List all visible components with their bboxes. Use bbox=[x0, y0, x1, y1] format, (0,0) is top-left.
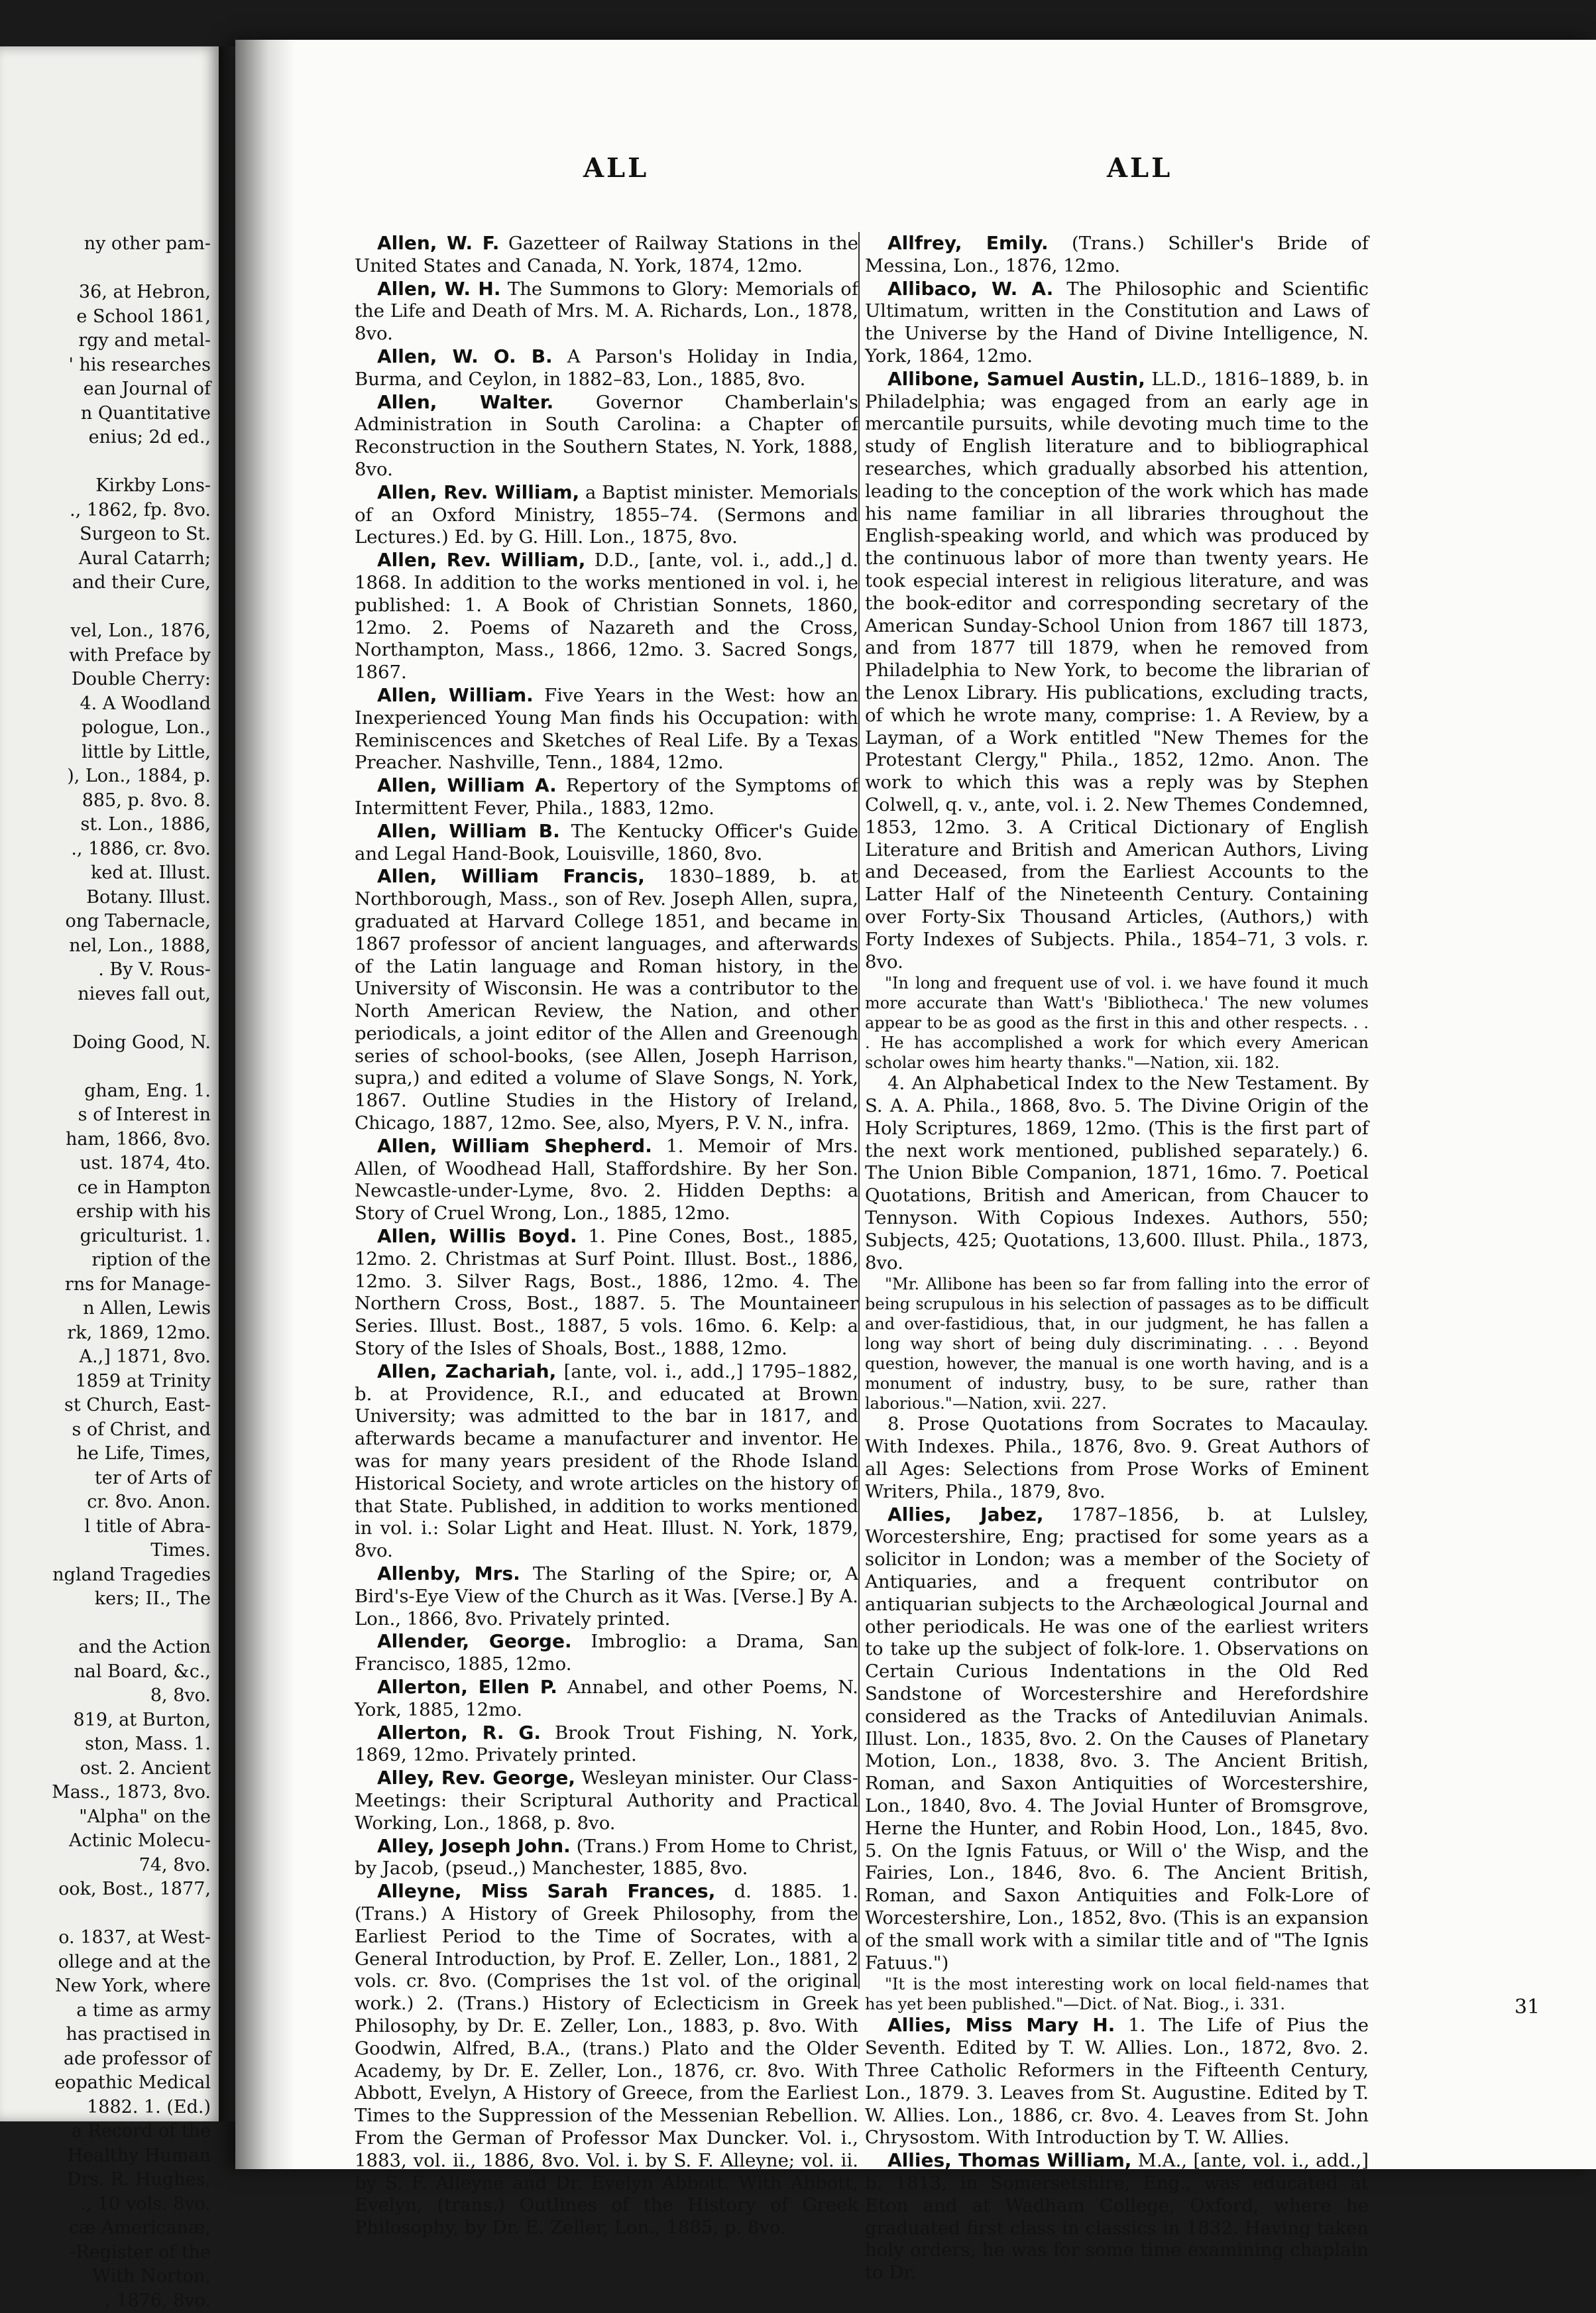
entry-text: A Parson's Holiday in India, Burma, and Ceylon, in 1882–83, Lon., 1885, 8vo. bbox=[355, 346, 858, 390]
facing-page-line: e School 1861, bbox=[0, 305, 219, 329]
dictionary-entry bbox=[865, 278, 1369, 368]
entry-headword: Allen, Walter. bbox=[377, 391, 553, 413]
facing-page-line: and the Action bbox=[0, 1635, 219, 1660]
entry-headword: Allen, Rev. William, bbox=[377, 549, 585, 571]
facing-page-line bbox=[0, 1612, 219, 1636]
dictionary-entry bbox=[355, 1880, 858, 2239]
facing-page-line: he Life, Times, bbox=[0, 1442, 219, 1466]
facing-page-line: ade professor of bbox=[0, 2047, 219, 2072]
dictionary-entry bbox=[355, 1676, 858, 1722]
facing-page-line: cæ Americanæ, bbox=[0, 2216, 219, 2241]
entry-headword: Allender, George. bbox=[377, 1630, 572, 1652]
dictionary-entry bbox=[355, 774, 858, 820]
entry-text: Repertory of the Symptoms of Intermittent Fever, Phila., 1883, 12mo. bbox=[355, 775, 858, 819]
facing-page-line: ), Lon., 1884, p. bbox=[0, 764, 219, 789]
entry-text: [ante, vol. i., add.,] 1795–1882, b. at Providence, R.I., and educated at Brown University; was admitted to the bar in 1817, and afterwards became a manufacturer and inventor. He was for many years president of the Rhode Island Historical Society, and wrote articles on the history of that State. Published, in addition to works mentioned in vol. i.: Solar Light and Heat. Illust. N. York, 1879, 8vo. bbox=[355, 1361, 858, 1561]
entry-headword: Allen, Willis Boyd. bbox=[377, 1225, 577, 1247]
entry-headword: Allen, William Shepherd. bbox=[377, 1135, 652, 1157]
facing-page-line: little by Little, bbox=[0, 741, 219, 765]
facing-page-line: n Allen, Lewis bbox=[0, 1297, 219, 1321]
entry-text: a Baptist minister. Memorials of an Oxford Ministry, 1855–74. (Sermons and Lectures.) Ed. by G. Hill. Lon., 1875, 8vo. bbox=[355, 482, 858, 548]
entry-headword: Allen, W. F. bbox=[377, 232, 499, 254]
entry-text: Imbroglio: a Drama, San Francisco, 1885, 12mo. bbox=[355, 1631, 858, 1675]
facing-page-line: ston, Mass. 1. bbox=[0, 1732, 219, 1757]
facing-page-text bbox=[0, 232, 219, 2313]
facing-page-line: a time as army bbox=[0, 1999, 219, 2023]
entry-text: The Summons to Glory: Memorials of the Life and Death of Mrs. M. A. Richards, Lon., 1878, 8vo. bbox=[355, 278, 858, 345]
facing-page-line: -Register of the bbox=[0, 2241, 219, 2265]
facing-page-line: ' his researches bbox=[0, 353, 219, 378]
facing-page-line: Actinic Molecu- bbox=[0, 1829, 219, 1854]
facing-page-line: nal Board, &c., bbox=[0, 1660, 219, 1685]
facing-page-line: 4. A Woodland bbox=[0, 692, 219, 717]
entry-headword: Allen, William Francis, bbox=[377, 865, 645, 887]
facing-page-line: ham, 1866, 8vo. bbox=[0, 1128, 219, 1152]
dictionary-entry bbox=[355, 1135, 858, 1225]
facing-page-line: 36, at Hebron, bbox=[0, 280, 219, 305]
dictionary-entry bbox=[355, 391, 858, 481]
dictionary-entry bbox=[355, 345, 858, 391]
facing-page-line: l title of Abra- bbox=[0, 1515, 219, 1539]
dictionary-entry bbox=[355, 1835, 858, 1881]
facing-page-line: ce in Hampton bbox=[0, 1176, 219, 1201]
dictionary-entry bbox=[355, 549, 858, 684]
dictionary-entry bbox=[865, 2149, 1369, 2284]
dictionary-entry bbox=[865, 368, 1369, 974]
facing-page-line: rns for Manage- bbox=[0, 1273, 219, 1297]
facing-page-line: with Preface by bbox=[0, 644, 219, 668]
entry-text: The Philosophic and Scientific Ultimatum, written in the Constitution and Laws of the Universe by the Hand of Divine Intelligence, N. York, 1864, 12mo. bbox=[865, 278, 1369, 367]
dictionary-entry bbox=[865, 232, 1369, 278]
facing-page-line: nieves fall out, bbox=[0, 982, 219, 1007]
entry-text: (Trans.) From Home to Christ, by Jacob, (pseud.,) Manchester, 1885, 8vo. bbox=[355, 1836, 858, 1879]
dictionary-entry bbox=[865, 1504, 1369, 1975]
entry-text: Annabel, and other Poems, N. York, 1885, 12mo. bbox=[355, 1677, 858, 1720]
page-curl-shadow bbox=[235, 40, 295, 2169]
facing-page-line: ny other pam- bbox=[0, 232, 219, 257]
facing-page-line: cr. 8vo. Anon. bbox=[0, 1490, 219, 1515]
facing-page-line: eopathic Medical bbox=[0, 2071, 219, 2096]
facing-page-line: gham, Eng. 1. bbox=[0, 1079, 219, 1104]
dictionary-entry bbox=[355, 1722, 858, 1767]
facing-page-line: 1859 at Trinity bbox=[0, 1370, 219, 1394]
facing-page-line: rk, 1869, 12mo. bbox=[0, 1321, 219, 1346]
facing-page-line: and their Cure, bbox=[0, 571, 219, 595]
entry-text: Wesleyan minister. Our Class-Meetings: their Scriptural Authority and Practical Working, Lon., 1868, p. 8vo. bbox=[355, 1767, 858, 1834]
facing-page-line: ter of Arts of bbox=[0, 1466, 219, 1491]
dictionary-entry bbox=[355, 1630, 858, 1676]
entry-text: 1. The Life of Pius the Seventh. Edited by T. W. Allies. Lon., 1872, 8vo. 2. Three Catholic Reformers in the Fifteenth Century, Lon., 1879. 3. Leaves from St. Augustine. Edited by T. W. Allies. Lon., 1886, cr. 8vo. 4. Leaves from St. John Chrysostom. With Introduction by T. W. Allies. bbox=[865, 2015, 1369, 2148]
entry-headword: Allerton, R. G. bbox=[377, 1722, 541, 1744]
entry-headword: Allenby, Mrs. bbox=[377, 1563, 520, 1584]
facing-page-line: ollege and at the bbox=[0, 1950, 219, 1975]
dictionary-entry bbox=[355, 1563, 858, 1630]
facing-page-line: Surgeon to St. bbox=[0, 522, 219, 547]
entry-text: 1830–1889, b. at Northborough, Mass., son of Rev. Joseph Allen, supra, graduated at Harvard College 1851, and became in 1867 professor of ancient languages, and afterwards of the Latin language and Roman history, in the University of Wisconsin. He was a contributor to the North American Review, the Nation, and other periodicals, a joint editor of the Allen and Greenough series of school-books, (see Allen, Joseph Harrison, supra,) and edited a volume of Slave Songs, N. York, 1867. Outline Studies in the History of Ireland, Chicago, 1887, 12mo. See, also, Myers, P. V. N., infra. bbox=[355, 866, 858, 1134]
entry-text: Gazetteer of Railway Stations in the United States and Canada, N. York, 1874, 12mo. bbox=[355, 233, 858, 276]
facing-page-line: Mass., 1873, 8vo. bbox=[0, 1781, 219, 1805]
facing-page-line: Botany. Illust. bbox=[0, 886, 219, 910]
facing-page-line bbox=[0, 450, 219, 475]
facing-page-line: nel, Lon., 1888, bbox=[0, 934, 219, 959]
facing-page-fragment bbox=[0, 46, 219, 2121]
facing-page-line: st. Lon., 1886, bbox=[0, 813, 219, 837]
entry-text: (Trans.) Schiller's Bride of Messina, Lon., 1876, 12mo. bbox=[865, 233, 1369, 276]
facing-page-line: o. 1837, at West- bbox=[0, 1926, 219, 1950]
facing-page-line: 8, 8vo. bbox=[0, 1684, 219, 1708]
facing-page-line: ost. 2. Ancient bbox=[0, 1757, 219, 1781]
facing-page-line: Times. bbox=[0, 1539, 219, 1563]
dictionary-entry bbox=[355, 820, 858, 866]
review-quotation: "Mr. Allibone has been so far from falling into the error of being scrupulous in his selection of passages as to be difficult and over-fastidious, that, in our judgment, he has fallen a long way short of being duly discriminating. . . . Beyond question, however, the manual is one worth having, and is a monument of industry, busy, to be sure, rather than laborious."—Nation, xvii. 227. bbox=[865, 1274, 1369, 1413]
entry-headword: Allen, Rev. William, bbox=[377, 481, 579, 503]
facing-page-line: ership with his bbox=[0, 1200, 219, 1224]
facing-page-line: s of Christ, and bbox=[0, 1418, 219, 1443]
entry-text: Five Years in the West: how an Inexperienced Young Man finds his Occupation: with Reminiscences and Sketches of Real Life. By a Texas Preacher. Nashville, Tenn., 1884, 12mo. bbox=[355, 685, 858, 773]
facing-page-line: Aural Catarrh; bbox=[0, 547, 219, 571]
facing-page-line: . By V. Rous- bbox=[0, 958, 219, 982]
facing-page-line: Doing Good, N. bbox=[0, 1031, 219, 1055]
entry-text: d. 1885. 1. (Trans.) A History of Greek Philosophy, from the Earliest Period to the Time of Socrates, with a General Introduction, by Prof. E. Zeller, Lon., 1881, 2 vols. cr. 8vo. (Comprises the 1st vol. of the original work.) 2. (Trans.) History of Eclecticism in Greek Philosophy, by Dr. E. Zeller, Lon., 1883, p. 8vo. With Goodwin, Alfred, B.A., (trans.) Plato and the Older Academy, by Dr. E. Zeller, Lon., 1876, cr. 8vo. With Abbott, Evelyn, A History of Greece, from the Earliest Times to the Suppression of the Messenian Rebellion. From the German of Professor Max Duncker. Vol. i., 1883, vol. ii., 1886, 8vo. Vol. i. by S. F. Alleyne; vol. ii. by S. F. Alleyne and Dr. Evelyn Abbott. With Abbott, Evelyn, (trans.) Outlines of the History of Greek Philosophy, by Dr. E. Zeller, Lon., 1885, p. 8vo. bbox=[355, 1881, 858, 2238]
entry-headword: Allies, Thomas William, bbox=[887, 2149, 1131, 2171]
column-divider bbox=[858, 232, 860, 1989]
facing-page-line: ., 1862, fp. 8vo. bbox=[0, 499, 219, 523]
entry-text: The Kentucky Officer's Guide and Legal Hand-Book, Louisville, 1860, 8vo. bbox=[355, 821, 858, 864]
facing-page-line: pologue, Lon., bbox=[0, 716, 219, 741]
facing-page-line: n Quantitative bbox=[0, 402, 219, 426]
facing-page-line: ription of the bbox=[0, 1248, 219, 1273]
facing-page-line bbox=[0, 257, 219, 281]
entry-continuation: 4. An Alphabetical Index to the New Testament. By S. A. A. Phila., 1868, 8vo. 5. The Divine Origin of the Holy Scriptures, 1869, 12mo. (This is the first part of the next work mentioned, published separately.) 6. The Union Bible Companion, 1871, 16mo. 7. Poetical Quotations, British and American, from Chaucer to Tennyson. With Copious Indexes. Authors, 550; Subjects, 425; Quotations, 13,600. Illust. Phila., 1873, 8vo. bbox=[865, 1073, 1369, 1274]
facing-page-line: kers; II., The bbox=[0, 1587, 219, 1612]
facing-page-line: ked at. Illust. bbox=[0, 861, 219, 886]
entry-headword: Allen, W. H. bbox=[377, 278, 500, 300]
entry-headword: Alley, Rev. George, bbox=[377, 1767, 575, 1789]
dictionary-entry bbox=[355, 1767, 858, 1834]
entry-text: Governor Chamberlain's Administration in South Carolina: a Chapter of Reconstruction in the Southern States, N. York, 1888, 8vo. bbox=[355, 392, 858, 480]
facing-page-line: Drs. R. Hughes, bbox=[0, 2168, 219, 2192]
facing-page-line: ong Tabernacle, bbox=[0, 910, 219, 934]
facing-page-line: ., 1886, cr. 8vo. bbox=[0, 837, 219, 862]
entry-text: D.D., [ante, vol. i., add.,] d. 1868. In addition to the works mentioned in vol. i, he published: 1. A Book of Christian Sonnets, 1860, 12mo. 2. Poems of Nazareth and the Cross, Northampton, Mass., 1866, 12mo. 3. Sacred Songs, 1867. bbox=[355, 550, 858, 683]
facing-page-line: Healthy Human bbox=[0, 2144, 219, 2168]
left-column bbox=[355, 232, 858, 2239]
facing-page-line: With Norton, bbox=[0, 2265, 219, 2289]
facing-page-line bbox=[0, 595, 219, 620]
facing-page-line: a Record of the bbox=[0, 2119, 219, 2144]
dictionary-page bbox=[235, 40, 1596, 2169]
facing-page-line: st Church, East- bbox=[0, 1394, 219, 1418]
facing-page-line bbox=[0, 1006, 219, 1031]
running-head-right: ALL bbox=[1107, 152, 1172, 184]
facing-page-line: 819, at Burton, bbox=[0, 1708, 219, 1733]
dictionary-entry bbox=[865, 2014, 1369, 2149]
facing-page-line: ean Journal of bbox=[0, 377, 219, 402]
entry-headword: Allen, W. O. B. bbox=[377, 345, 553, 367]
entry-headword: Allibone, Samuel Austin, bbox=[887, 368, 1145, 390]
facing-page-line: Kirkby Lons- bbox=[0, 474, 219, 499]
entry-headword: Allen, William. bbox=[377, 684, 534, 706]
entry-text: 1. Pine Cones, Bost., 1885, 12mo. 2. Christmas at Surf Point. Illust. Bost., 1886, 12mo. 3. Silver Rags, Bost., 1886, 12mo. 4. The Northern Cross, Bost., 1887. 5. The Mountaineer Series. Illust. Bost., 1887, 5 vols. 16mo. 6. Kelp: a Story of the Isles of Shoals, Bost., 1888, 12mo. bbox=[355, 1226, 858, 1359]
facing-page-line: 885, p. 8vo. 8. bbox=[0, 789, 219, 813]
entry-text: M.A., [ante, vol. i., add.,] b. 1813, in Somersetshire, Eng., was educated at Eton and at Wadham College, Oxford, where he graduated first class in classics in 1832. Having taken holy orders, he was for some time examining chaplain to Dr. bbox=[865, 2150, 1369, 2283]
dictionary-entry bbox=[355, 1360, 858, 1563]
facing-page-line: enius; 2d ed., bbox=[0, 426, 219, 450]
entry-text: Brook Trout Fishing, N. York, 1869, 12mo. Privately printed. bbox=[355, 1722, 858, 1766]
facing-page-line: 1882. 1. (Ed.) bbox=[0, 2096, 219, 2120]
entry-headword: Allerton, Ellen P. bbox=[377, 1676, 557, 1698]
dictionary-entry bbox=[355, 278, 858, 345]
entry-headword: Alleyne, Miss Sarah Frances, bbox=[377, 1880, 715, 1902]
dictionary-entry bbox=[355, 232, 858, 278]
page-number: 31 bbox=[1514, 1995, 1540, 2019]
review-quotation: "In long and frequent use of vol. i. we have found it much more accurate than Watt's 'Bibliotheca.' The new volumes appear to be as good as the first in this and other respects. . . . He has accomplished a work for which every American scholar owes him hearty thanks."—Nation, xii. 182. bbox=[865, 973, 1369, 1073]
facing-page-line: rgy and metal- bbox=[0, 329, 219, 353]
entry-text: 1787–1856, b. at Lulsley, Worcestershire, Eng; practised for some years as a solicitor in London; was a member of the Society of Antiquaries, and a frequent contributor on antiquarian subjects to the Archæological Journal and other periodicals. He was one of the earliest writers to take up the subject of folk-lore. 1. Observations on Certain Curious Indentations in the Old Red Sandstone of Worcestershire and Herefordshire considered as the Tracks of Antediluvian Animals. Illust. Lon., 1835, 8vo. 2. On the Causes of Planetary Motion, Lon., 1838, 8vo. 3. The Ancient British, Roman, and Saxon Antiquities of Worcestershire, Lon., 1840, 8vo. 4. The Jovial Hunter of Bromsgrove, Herne the Hunter, and Robin Hood, Lon., 1845, 8vo. 5. On the Ignis Fatuus, or Will o' the Wisp, and the Fairies, Lon., 1846, 8vo. 6. The Ancient British, Roman, and Saxon Antiquities and Folk-Lore of Worcestershire, Lon., 1852, 8vo. (This is an expansion of the small work with a similar title and of "The Ignis Fatuus.") bbox=[865, 1504, 1369, 1974]
facing-page-line bbox=[0, 1055, 219, 1079]
entry-text: The Starling of the Spire; or, A Bird's-Eye View of the Church as it Was. [Verse.] By A. Lon., 1866, 8vo. Privately printed. bbox=[355, 1563, 858, 1630]
facing-page-line: 74, 8vo. bbox=[0, 1854, 219, 1878]
dictionary-entry bbox=[355, 684, 858, 774]
entry-headword: Allen, William B. bbox=[377, 820, 560, 842]
entry-headword: Allen, William A. bbox=[377, 774, 557, 796]
right-column bbox=[865, 232, 1369, 2284]
entry-text: 1. Memoir of Mrs. Allen, of Woodhead Hall, Staffordshire. By her Son. Newcastle-under-Lyme, 8vo. 2. Hidden Depths: a Story of Cruel Wrong, Lon., 1885, 12mo. bbox=[355, 1136, 858, 1224]
facing-page-line: s of Interest in bbox=[0, 1103, 219, 1128]
facing-page-line: A.,] 1871, 8vo. bbox=[0, 1345, 219, 1370]
facing-page-line bbox=[0, 1902, 219, 1927]
facing-page-line: ngland Tragedies bbox=[0, 1563, 219, 1588]
dictionary-entry bbox=[355, 865, 858, 1135]
facing-page-line: vel, Lon., 1876, bbox=[0, 619, 219, 644]
facing-page-line: griculturist. 1. bbox=[0, 1224, 219, 1249]
entry-headword: Allies, Miss Mary H. bbox=[887, 2014, 1115, 2036]
entry-headword: Alley, Joseph John. bbox=[377, 1835, 571, 1857]
facing-page-line: Double Cherry: bbox=[0, 668, 219, 692]
dictionary-entry bbox=[355, 481, 858, 549]
entry-continuation: 8. Prose Quotations from Socrates to Macaulay. With Indexes. Phila., 1876, 8vo. 9. Great Authors of all Ages: Selections from Prose Works of Eminent Writers, Phila., 1879, 8vo. bbox=[865, 1413, 1369, 1503]
review-quotation: "It is the most interesting work on local field-names that has yet been published."—Dict. of Nat. Biog., i. 331. bbox=[865, 1974, 1369, 2014]
entry-headword: Allen, Zachariah, bbox=[377, 1360, 556, 1382]
facing-page-line: has practised in bbox=[0, 2023, 219, 2047]
running-head-left: ALL bbox=[583, 152, 649, 184]
facing-page-line: ., 10 vols. 8vo. bbox=[0, 2192, 219, 2217]
entry-headword: Allfrey, Emily. bbox=[887, 232, 1049, 254]
facing-page-line: ust. 1874, 4to. bbox=[0, 1152, 219, 1176]
facing-page-line: ook, Bost., 1877, bbox=[0, 1877, 219, 1902]
entry-headword: Allibaco, W. A. bbox=[887, 278, 1053, 300]
entry-headword: Allies, Jabez, bbox=[887, 1504, 1043, 1525]
dictionary-entry bbox=[355, 1225, 858, 1360]
facing-page-line: "Alpha" on the bbox=[0, 1805, 219, 1830]
facing-page-line: , 1876, 8vo. bbox=[0, 2289, 219, 2313]
facing-page-line: New York, where bbox=[0, 1974, 219, 1999]
entry-text: LL.D., 1816–1889, b. in Philadelphia; was engaged from an early age in mercantile pursuits, while devoting much time to the study of English literature and to bibliographical researches, which gradually absorbed his attention, leading to the conception of the work which has made his name familiar in all libraries throughout the English-speaking world, and which was produced by the continuous labor of more than twenty years. He took especial interest in religious literature, and was the book-editor and corresponding secretary of the American Sunday-School Union from 1867 till 1873, and from 1877 till 1879, when he removed from Philadelphia to New York, to become the librarian of the Lenox Library. His publications, excluding tracts, of which he wrote many, comprise: 1. A Review, by a Layman, of a Work entitled "New Themes for the Protestant Clergy," Phila., 1852, 12mo. Anon. The work to which this was a reply was by Stephen Colwell, q. v., ante, vol. i. 2. New Themes Condemned, 1853, 12mo. 3. A Critical Dictionary of English Literature and British and American Authors, Living and Deceased, from the Earliest Accounts to the Latter Half of the Nineteenth Century. Containing over Forty-Six Thousand Articles, (Authors,) with Forty Indexes of Subjects. Phila., 1854–71, 3 vols. r. 8vo. bbox=[865, 369, 1369, 973]
